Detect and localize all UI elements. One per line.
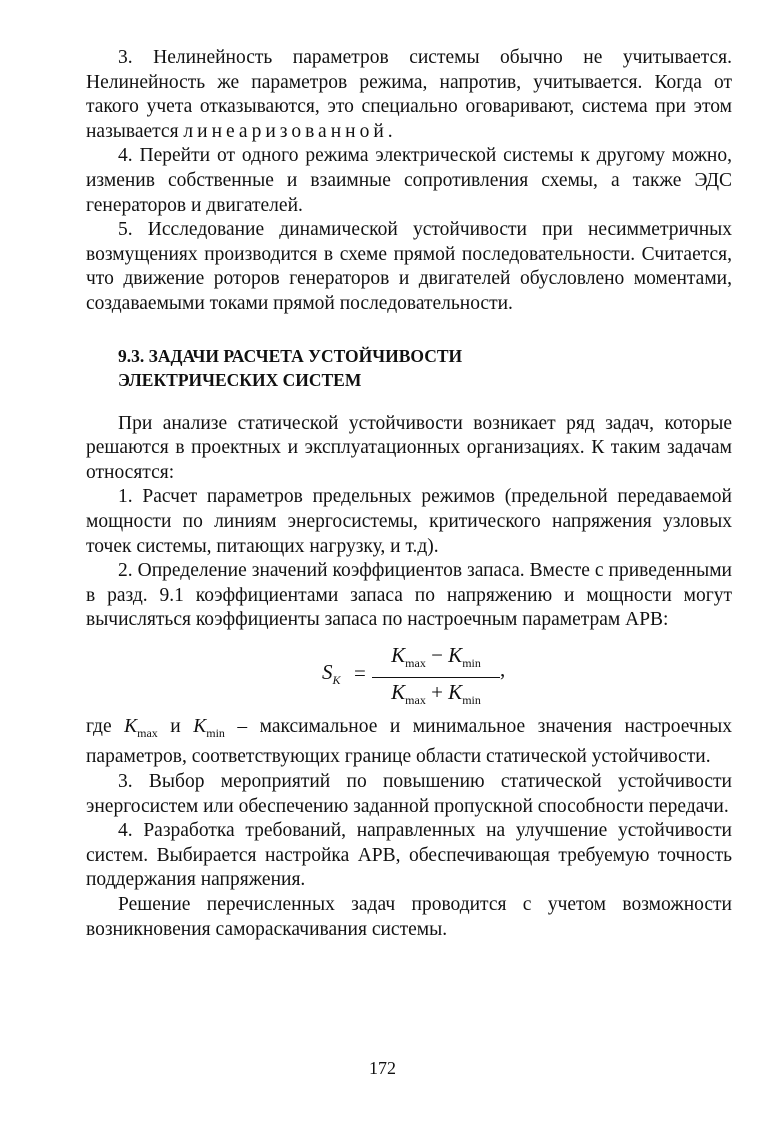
spaced-term: линеаризованной: [183, 120, 388, 142]
den-plus: +: [431, 679, 443, 704]
formula-fraction: [372, 643, 500, 713]
num-var-1: K: [391, 642, 406, 667]
var-kmax-symbol: K: [124, 715, 138, 737]
paragraph-item-4: 4. Перейти от одного режима электрической системы к другому можно, изменив собственные и взаимные сопротивления схемы, а также ЭДС генераторов и двигателей.: [86, 145, 732, 216]
conclusion: Решение перечисленных задач проводится с учетом возможности возникновения самораскачивания системы.: [86, 893, 732, 940]
task-2: 2. Определение значений коэффициентов запаса. Вместе с приведенными в разд. 9.1 коэффициентами запаса по напряжению и мощности могут вычисляться коэффициенты запаса по настроечным параметрам АРВ:: [86, 560, 732, 631]
var-kmin-symbol: K: [193, 715, 207, 737]
num-sub-max: max: [405, 656, 426, 671]
page-body: [86, 46, 732, 942]
den-var-1: K: [391, 679, 406, 704]
section-heading-line-2: ЭЛЕКТРИЧЕСКИХ СИСТЕМ: [118, 369, 362, 390]
paragraph-item-5: 5. Исследование динамической устойчивости при несимметричных возмущениях производится в схеме прямой последовательности. Считается, что движение роторов генераторов и двигателей обусловлено моментами, создаваемыми токами прямой последовательности.: [86, 219, 732, 314]
paragraph-text: 3. Нелинейность параметров системы обычно не учитывается. Нелинейность же параметров режима, напротив, учитывается. Когда от такого учета отказываются, это специально оговаривают, система при этом называется: [86, 47, 732, 142]
var-kmin-sub: min: [206, 725, 225, 740]
where-prefix: где: [86, 715, 125, 737]
formula-equals: =: [354, 660, 366, 685]
num-var-2: K: [448, 642, 463, 667]
formula-comma: ,: [500, 656, 506, 681]
page-number: 172: [369, 1058, 396, 1078]
den-sub-max: max: [405, 692, 426, 707]
section-intro: При анализе статической устойчивости возникает ряд задач, которые решаются в проектных и эксплуатационных организациях. К таким задачам относятся:: [86, 412, 732, 483]
section-heading: [118, 344, 732, 392]
num-sub-min: min: [462, 656, 481, 671]
num-minus: −: [431, 642, 443, 667]
var-kmax-sub: max: [137, 725, 158, 740]
formula-lhs-symbol: S: [322, 659, 333, 684]
task-1: 1. Расчет параметров предельных режимов (предельной передаваемой мощности по линиям энергосистемы, критического напряжения узловых точек системы, питающих нагрузку, и т.д).: [86, 486, 732, 557]
where-rest: – максимальное и минимальное значения настроечных параметров, соответствующих границе области статической устойчивости.: [86, 715, 732, 768]
formula-lhs: [322, 660, 341, 693]
den-sub-min: min: [462, 692, 481, 707]
task-4: 4. Разработка требований, направленных на улучшение устойчивости систем. Выбирается настройка АРВ, обеспечивающая требуемую точность поддержания напряжения.: [86, 820, 732, 891]
formula-lhs-sub: K: [332, 673, 341, 688]
formula-sk: [86, 643, 732, 707]
formula-numerator: [372, 643, 500, 678]
paragraph-period: .: [387, 120, 393, 142]
where-and: и: [157, 715, 194, 737]
paragraph-item-3: [86, 46, 732, 144]
den-var-2: K: [448, 679, 463, 704]
var-kmin: [193, 715, 225, 740]
formula-explanation: [86, 715, 732, 770]
task-3: 3. Выбор мероприятий по повышению статической устойчивости энергосистем или обеспечению заданной пропускной способности передачи.: [86, 770, 732, 817]
var-kmax: [124, 715, 158, 740]
formula-denominator: [372, 678, 500, 713]
section-heading-line-1: 9.3. ЗАДАЧИ РАСЧЕТА УСТОЙЧИВОСТИ: [118, 345, 463, 366]
